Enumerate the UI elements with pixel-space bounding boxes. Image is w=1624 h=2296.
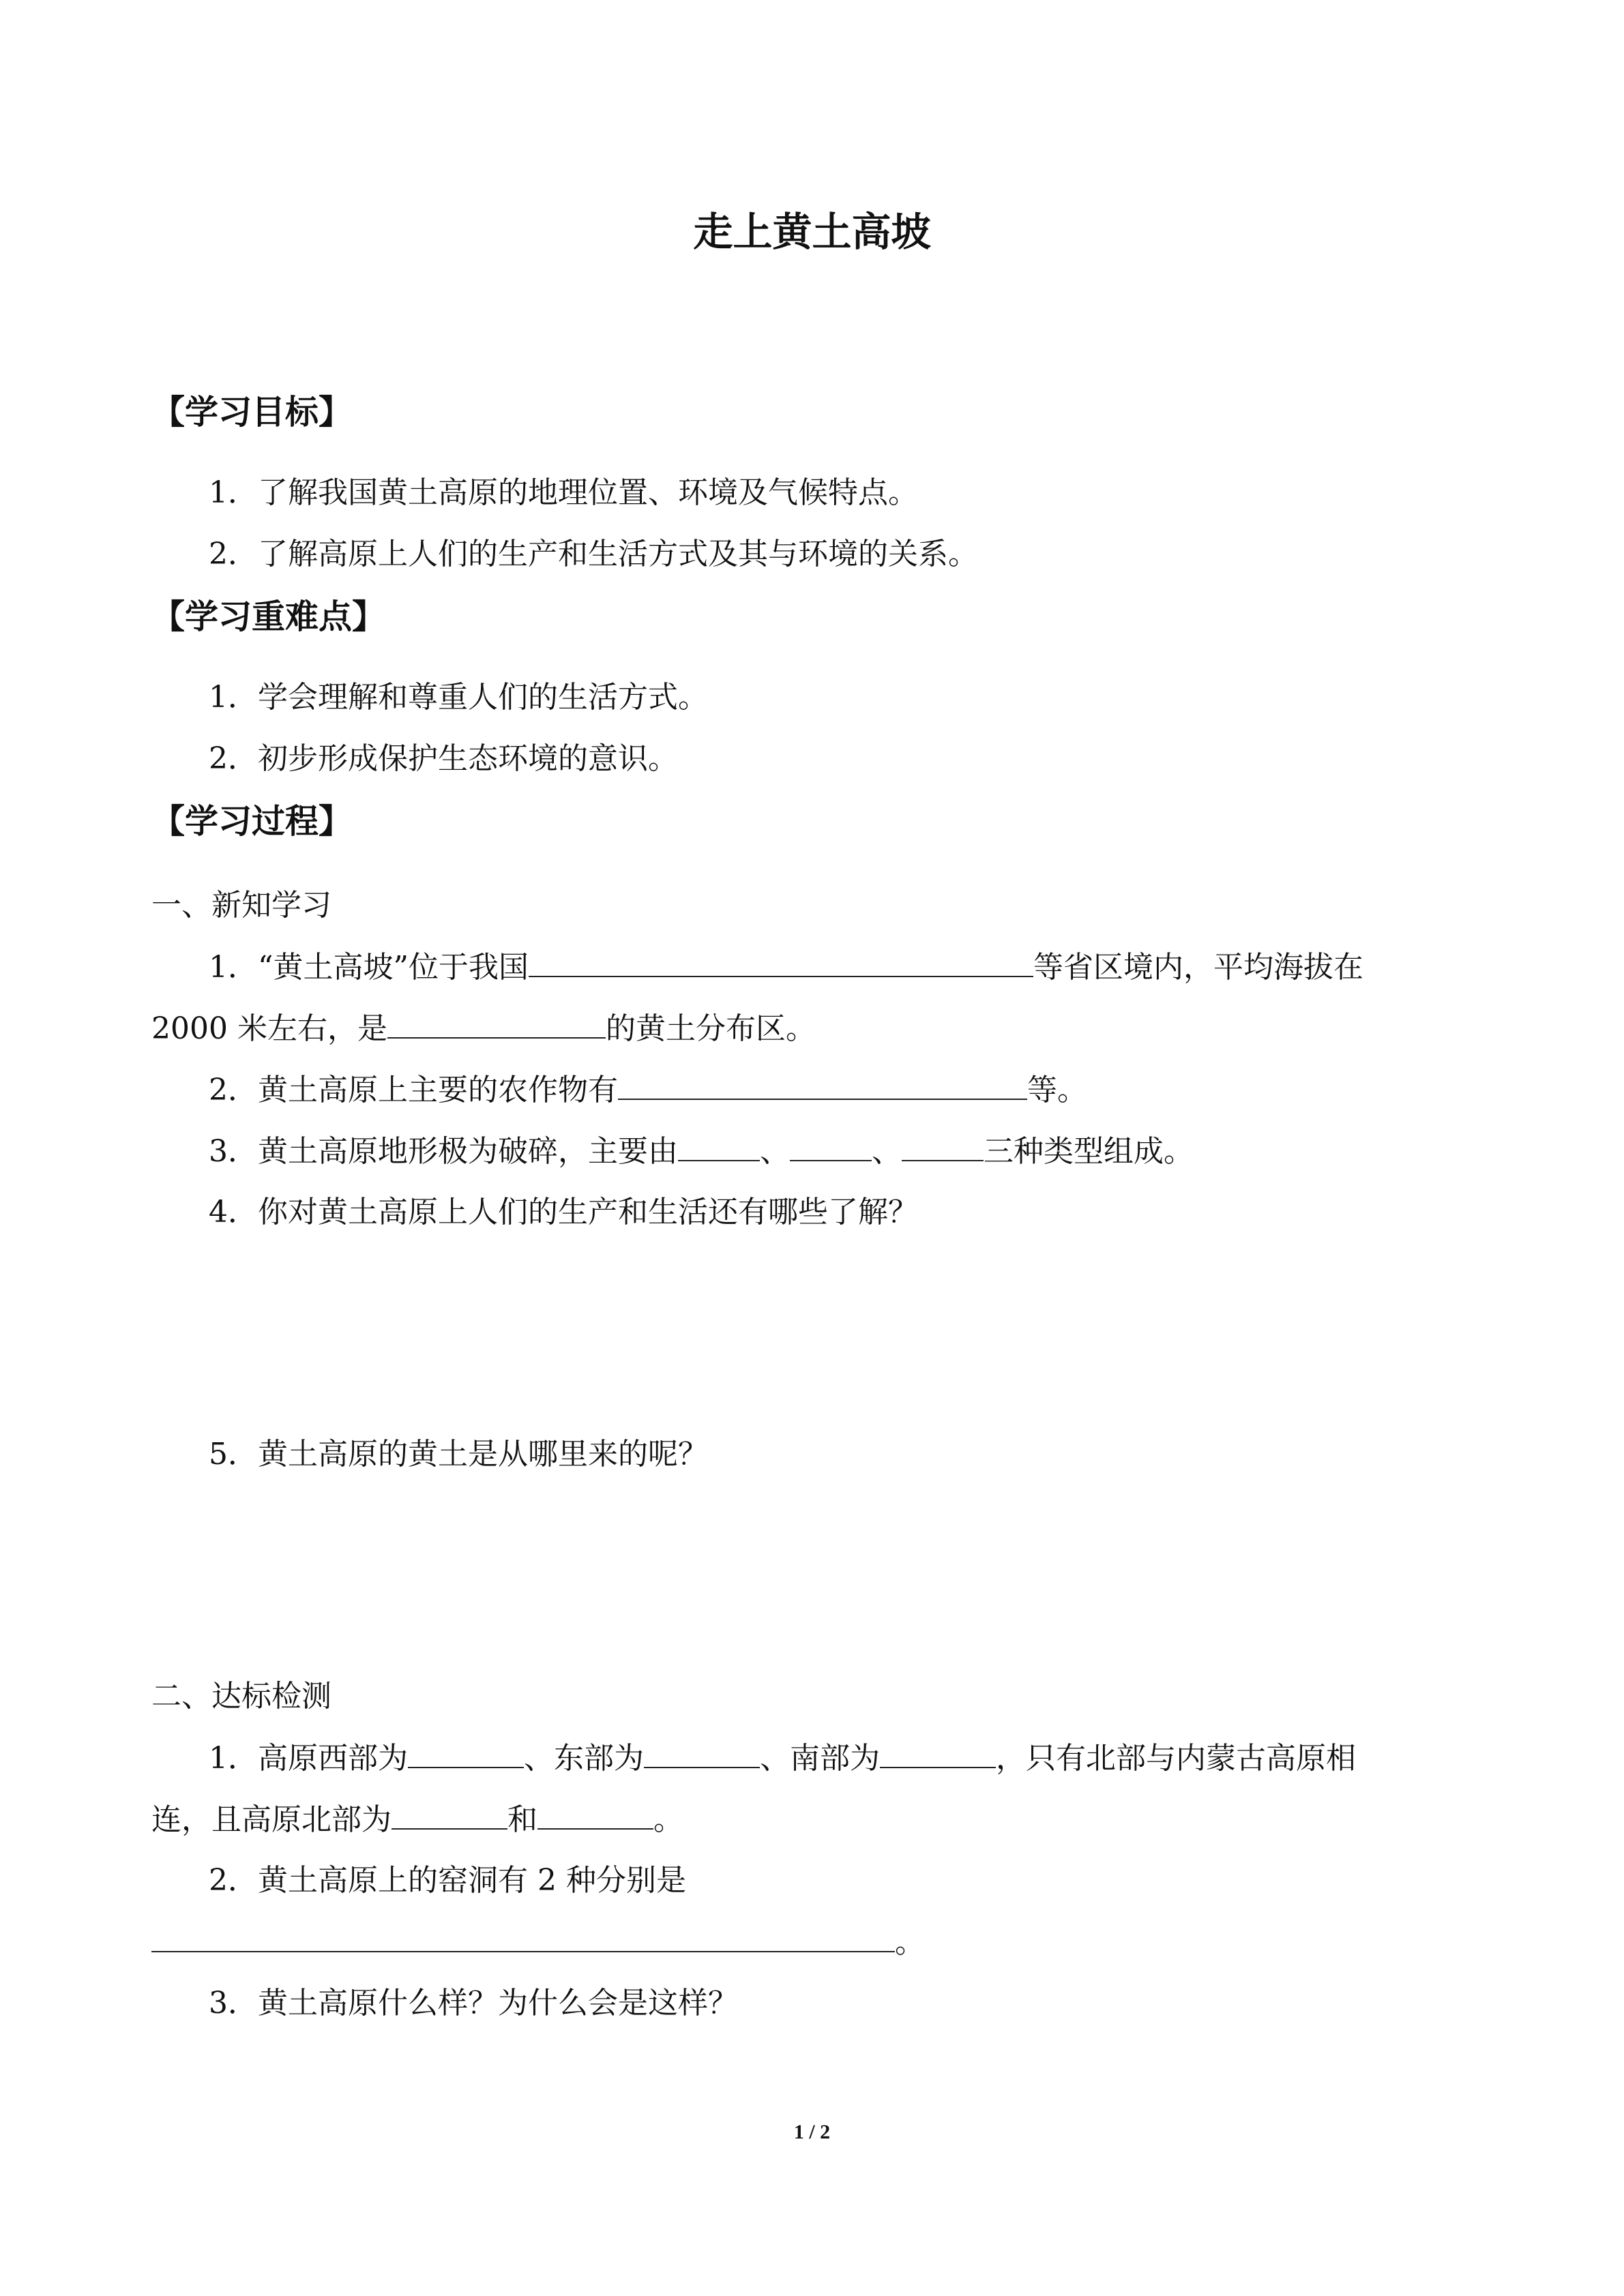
check-question-1-cont [151, 1797, 683, 1843]
question-1-cont [151, 1006, 816, 1052]
process-heading: 【学习过程】 [151, 802, 353, 841]
question-text: ，只有北部与内蒙古高原相 [996, 1741, 1356, 1776]
question-3 [209, 1129, 1194, 1174]
question-text: 1．高原西部为 [209, 1741, 408, 1776]
answer-blank[interactable] [408, 1735, 524, 1768]
question-5: 5．黄土高原的黄土是从哪里来的呢？ [209, 1437, 708, 1472]
question-text: 。 [653, 1802, 683, 1837]
key-point-item: 1．学会理解和尊重人们的生活方式。 [209, 680, 708, 715]
answer-blank[interactable] [392, 1797, 507, 1830]
goal-item: 1．了解我国黄土高原的地理位置、环境及气候特点。 [209, 475, 918, 510]
question-text: 2000 米左右，是 [151, 1011, 387, 1046]
question-1 [209, 944, 1363, 990]
answer-blank[interactable] [387, 1006, 606, 1039]
question-text: 1．“黄土高坡”位于我国 [209, 950, 529, 985]
page-title: 走上黄土高坡 [693, 209, 931, 255]
page-number: 1 / 2 [793, 2121, 831, 2143]
separator: 、 [760, 1134, 790, 1169]
question-text: 、南部为 [760, 1741, 880, 1776]
question-text: 的黄土分布区。 [605, 1011, 816, 1046]
question-text: 3．黄土高原地形极为破碎，主要由 [209, 1134, 678, 1169]
answer-blank[interactable] [618, 1067, 1027, 1100]
check-question-2-answer [151, 1920, 925, 1965]
question-text: 等。 [1027, 1073, 1087, 1107]
key-points-heading: 【学习重难点】 [151, 597, 386, 636]
check-question-1 [209, 1735, 1356, 1781]
answer-blank[interactable] [902, 1129, 984, 1161]
answer-blank[interactable] [151, 1920, 895, 1952]
question-text: 。 [895, 1925, 925, 1960]
answer-blank[interactable] [644, 1735, 760, 1768]
check-question-3: 3．黄土高原什么样？为什么会是这样？ [209, 1986, 738, 2021]
answer-blank[interactable] [880, 1735, 996, 1768]
key-point-item: 2．初步形成保护生态环境的意识。 [209, 741, 678, 776]
part1-heading: 一、新知学习 [151, 888, 331, 923]
question-text: 等省区境内，平均海拔在 [1033, 950, 1363, 985]
question-2 [209, 1067, 1087, 1113]
part2-heading: 二、达标检测 [151, 1679, 331, 1714]
question-text: 三种类型组成。 [984, 1134, 1194, 1169]
question-text: 和 [507, 1802, 537, 1837]
answer-blank[interactable] [790, 1129, 872, 1161]
answer-blank[interactable] [678, 1129, 760, 1161]
check-question-2: 2．黄土高原上的窑洞有 2 种分别是 [209, 1863, 686, 1898]
goal-item: 2．了解高原上人们的生产和生活方式及其与环境的关系。 [209, 537, 978, 571]
question-text: 2．黄土高原上主要的农作物有 [209, 1073, 618, 1107]
answer-blank[interactable] [529, 944, 1033, 977]
question-text: 连，且高原北部为 [151, 1802, 392, 1837]
goals-heading: 【学习目标】 [151, 393, 353, 432]
question-text: 、东部为 [524, 1741, 644, 1776]
answer-blank[interactable] [537, 1797, 653, 1830]
separator: 、 [872, 1134, 902, 1169]
question-4: 4．你对黄土高原上人们的生产和生活还有哪些了解？ [209, 1195, 918, 1229]
